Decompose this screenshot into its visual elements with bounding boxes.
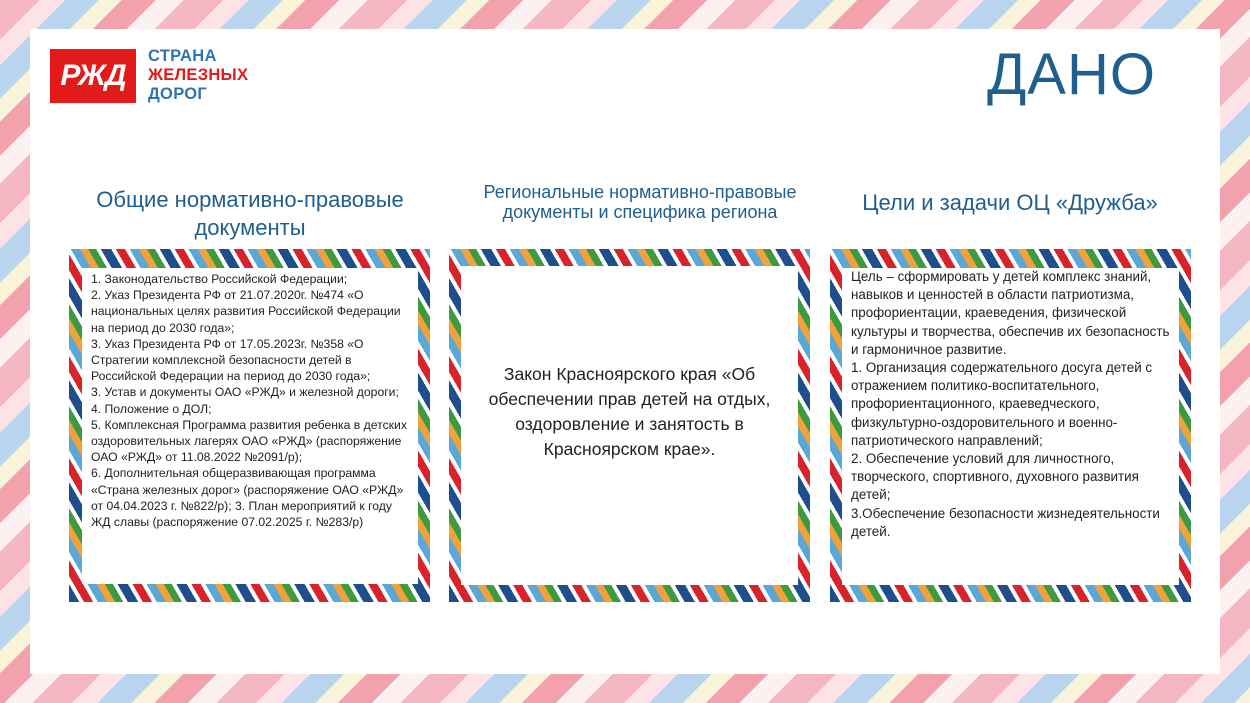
rzd-logo <box>50 49 260 105</box>
list-item: 2. Указ Президента РФ от 21.07.2020г. №474 «О национальных целях развития Российской Федерации на период до 2030 года»; <box>91 288 401 335</box>
list-item: 4. Положение о ДОЛ; <box>91 401 212 416</box>
column-heading-regional-docs: Региональные нормативно-правовые документы и специфика региона <box>483 182 797 222</box>
goals-text <box>842 268 1179 541</box>
slide <box>30 29 1220 674</box>
logo-line-3: ДОРОГ <box>148 85 208 103</box>
column-heading-goals: Цели и задачи ОЦ «Дружба» <box>862 190 1158 215</box>
panel-general-docs-body <box>82 268 418 584</box>
list-item: 3. Устав и документы ОАО «РЖД» и железной дороги; <box>91 385 399 400</box>
document-list <box>82 268 418 530</box>
logo-text <box>148 47 248 104</box>
logo-line-1: СТРАНА <box>148 47 217 65</box>
panel-goals-body <box>842 268 1179 585</box>
list-item: 1. Законодательство Российской Федерации; <box>91 272 348 286</box>
goal-paragraph: Цель – сформировать у детей комплекс знаний, навыков и ценностей в области патриотизма, профориентации, краеведения, физической культуры и творчества, обеспечив их безопасность и гармоничное развитие. <box>851 269 1170 357</box>
logo-line-2: ЖЕЛЕЗНЫХ <box>148 66 249 84</box>
list-item: 6. Дополнительная общеразвивающая программа «Страна железных дорог» (распоряжение ОАО «РЖД» от 04.04.2023 г. №822/р); 3. План мероприятий к году ЖД славы (распоряжение 07.02.2025 г. №283/р) <box>91 466 404 530</box>
rzd-logo-mark-text: РЖД <box>60 59 126 92</box>
goal-paragraph: 1. Организация содержательного досуга детей с отражением политико-воспитательного, профориентационного, краеведческого, физкультурно-оздоровительного и военно-патриотического направлений; <box>851 360 1153 448</box>
panel-goals <box>830 249 1191 602</box>
goal-paragraph: 3.Обеспечение безопасности жизнедеятельности детей. <box>851 505 1160 539</box>
panel-regional-docs <box>449 249 810 602</box>
panel-general-docs <box>69 249 430 602</box>
goal-paragraph: 2. Обеспечение условий для личностного, творческого, спортивного, духовного развития детей; <box>851 451 1139 503</box>
list-item: 3. Указ Президента РФ от 17.05.2023г. №358 «О Стратегии комплексной безопасности детей в Российской Федерации на период до 2030 года»; <box>91 336 371 384</box>
list-item: 5. Комплексная Программа развития ребенка в детских оздоровительных лагерях ОАО «РЖД» (распоряжение ОАО «РЖД» от 11.08.2022 №2091/р); <box>91 417 407 465</box>
panel-regional-docs-body <box>461 266 798 585</box>
rzd-logo-mark <box>50 49 136 103</box>
column-heading-general-docs: Общие нормативно-правовые документы <box>96 187 404 240</box>
page-title: ДАНО <box>987 42 1156 107</box>
regional-law-text: Закон Красноярского края «Об обеспечении прав детей на отдых, оздоровление и занятость в Красноярском крае». <box>488 364 771 459</box>
